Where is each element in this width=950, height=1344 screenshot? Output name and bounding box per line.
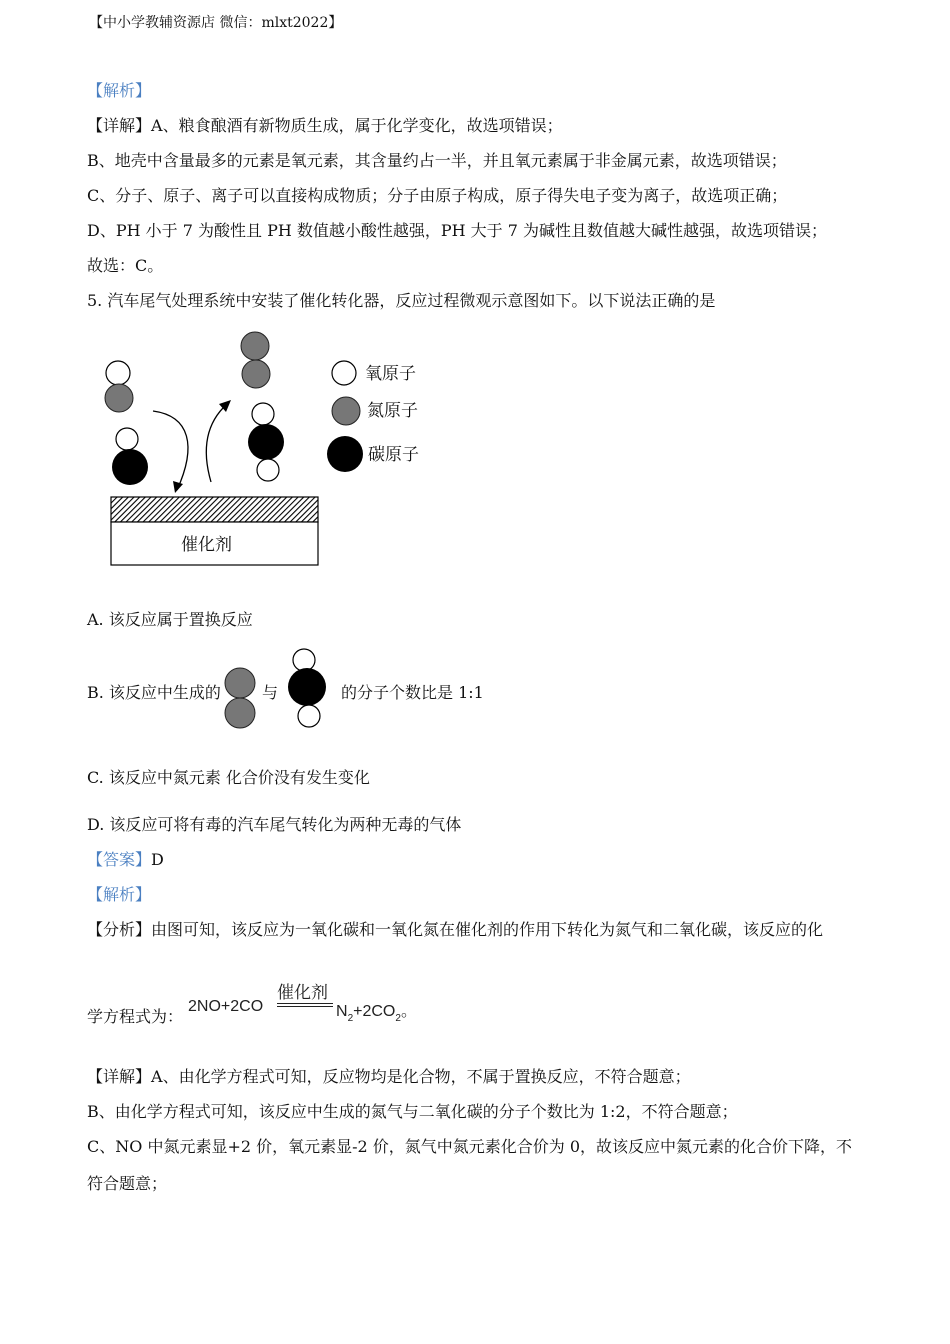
detail2-tag: 【详解】 <box>87 1067 152 1086</box>
detail2-line-b: B、由化学方程式可知，该反应中生成的氮气与二氧化碳的分子个数比为 1:2，不符合题意； <box>87 1102 738 1121</box>
analysis-title-2: 【解析】 <box>87 885 152 904</box>
answer-value: D <box>151 850 164 869</box>
fenxi-tag: 【分析】 <box>87 920 152 939</box>
detail2-line-c2: 符合题意； <box>87 1174 168 1193</box>
detail-tag: 【详解】 <box>87 116 152 135</box>
option-b-prefix: B. 该反应中生成的 <box>87 683 221 702</box>
carbon-dioxide-molecule-icon <box>285 645 331 731</box>
option-a: A. 该反应属于置换反应 <box>87 610 253 629</box>
equation-condition: 催化剂 <box>277 983 328 1002</box>
detail-line-b: B、地壳中含量最多的元素是氧元素，其含量约占一半，并且氧元素属于非金属元素，故选项错误； <box>87 151 787 170</box>
nitrogen-molecule-icon <box>222 664 258 730</box>
legend-nitrogen-label: 氮原子 <box>367 401 418 421</box>
detail-line-a <box>87 116 563 136</box>
detail2-line-a <box>87 1067 691 1087</box>
answer-row <box>87 850 164 870</box>
question-5-stem: 5. 汽车尾气处理系统中安装了催化转化器，反应过程微观示意图如下。以下说法正确的是 <box>87 291 716 310</box>
equation-bar <box>277 1006 333 1007</box>
equation-bar <box>277 1003 333 1004</box>
detail-text: A、粮食酿酒有新物质生成，属于化学变化，故选项错误； <box>151 116 563 135</box>
page-header: 【中小学教辅资源店 微信：mlxt2022】 <box>89 15 343 31</box>
detail-line-d: D、PH 小于 7 为酸性且 PH 数值越小酸性越强，PH 大于 7 为碱性且数值越大碱性越强，故选项错误； <box>87 221 828 240</box>
analysis-title: 【解析】 <box>87 81 152 100</box>
option-c: C. 该反应中氮元素 化合价没有发生变化 <box>87 768 370 787</box>
legend-oxygen-label: 氧原子 <box>365 364 416 384</box>
legend-carbon-label: 碳原子 <box>368 445 419 465</box>
answer-tag: 【答案】 <box>87 850 152 869</box>
catalyst-label: 催化剂 <box>181 535 232 555</box>
option-b-suffix: 的分子个数比是 1:1 <box>341 683 484 702</box>
equation-prefix: 学方程式为： <box>87 1007 184 1026</box>
detail2-line-c1: C、NO 中氮元素显+2 价，氧元素显-2 价，氮气中氮元素化合价为 0，故该反应中氮元素的化合价下降，不 <box>87 1137 853 1156</box>
option-d: D. 该反应可将有毒的汽车尾气转化为两种无毒的气体 <box>87 815 462 834</box>
equation-reactants: 2NO+2CO <box>188 998 264 1015</box>
equation-products: $N_2+2CO_2$。 <box>336 1001 417 1024</box>
fenxi-text: 由图可知，该反应为一氧化碳和一氧化氮在催化剂的作用下转化为氮气和二氧化碳，该反应的化 <box>151 920 824 939</box>
fenxi-line <box>87 920 823 940</box>
reaction-diagram <box>95 326 435 571</box>
option-b-mid: 与 <box>262 683 279 702</box>
detail2-text-a: A、由化学方程式可知，反应物均是化合物，不属于置换反应，不符合题意； <box>151 1067 691 1086</box>
answer-line: 故选：C。 <box>87 256 164 275</box>
detail-line-c: C、分子、原子、离子可以直接构成物质；分子由原子构成，原子得失电子变为离子，故选项正确； <box>87 186 788 205</box>
